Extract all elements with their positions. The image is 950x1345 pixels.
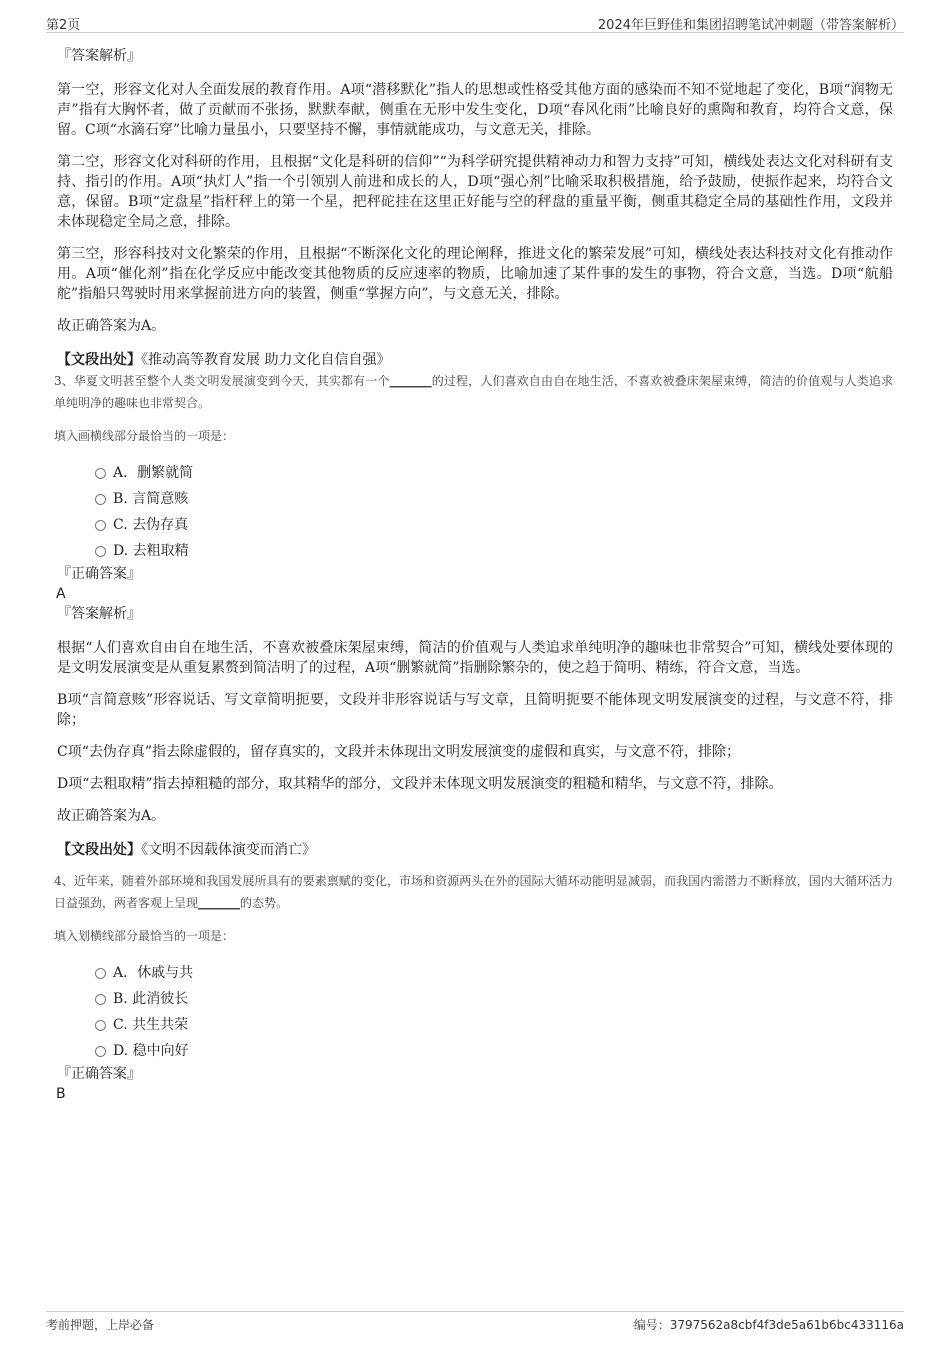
radio-button-icon[interactable] xyxy=(95,994,106,1005)
q3-source-title: 《文明不因载体演变而消亡》 xyxy=(141,842,316,858)
q3-analysis-para-3: C项“去伪存真”指去除虚假的，留存真实的，文段并未体现出文明发展演变的虚假和真实，与文意不符，排除； xyxy=(57,744,741,760)
q3-prompt: 填入画横线部分最恰当的一项是： xyxy=(54,429,235,443)
q3-analysis-label: 『答案解析』 xyxy=(57,606,141,622)
radio-button-icon[interactable] xyxy=(95,494,106,505)
q4-correct-label: 『正确答案』 xyxy=(57,1066,141,1082)
page-footer xyxy=(46,1311,904,1334)
q3-option-a[interactable]: A．删繁就简 xyxy=(57,460,893,486)
radio-button-icon[interactable] xyxy=(95,968,106,979)
q2-source xyxy=(57,350,893,370)
q4-option-c[interactable]: C. 共生共荣 xyxy=(57,1012,893,1038)
q3-analysis-para-4: D项“去粗取精”指去掉粗糙的部分，取其精华的部分，文段并未体现文明发展演变的粗糙和精华，与文意不符，排除。 xyxy=(57,776,783,792)
footer-slogan: 考前押题，上岸必备 xyxy=(46,1318,155,1332)
q3-source xyxy=(57,840,893,860)
footer-code-value: 3797562a8cbf4f3de5a61b6bc433116a xyxy=(669,1318,904,1332)
q3-option-d[interactable]: D. 去粗取精 xyxy=(57,538,893,564)
radio-button-icon[interactable] xyxy=(95,520,106,531)
radio-button-icon[interactable] xyxy=(95,1020,106,1031)
q4-option-a[interactable]: A．休戚与共 xyxy=(57,960,893,986)
q3-option-b[interactable]: B. 言简意赅 xyxy=(57,486,893,512)
q3-option-c[interactable]: C. 去伪存真 xyxy=(57,512,893,538)
q3-correct-answer: A xyxy=(56,586,66,602)
page-content xyxy=(54,46,893,1104)
q3-source-tag: 【文段出处】 xyxy=(57,842,141,858)
q3-analysis-para-2: B项“言简意赅”形容说话、写文章简明扼要，文段并非形容说话与写文章，且简明扼要不能体现文明发展演变的过程，与文意不符，排除； xyxy=(57,692,893,728)
radio-button-icon[interactable] xyxy=(95,1046,106,1057)
q3-analysis-para-1: 根据“人们喜欢自由自在地生活，不喜欢被叠床架屋束缚，简洁的价值观与人类追求单纯明净的趣味也非常契合”可知，横线处要体现的是文明发展演变是从重复累赘到简洁明了的过程，A项“删繁就简”指删除繁杂的，使之趋于简明、精练，符合文意，当选。 xyxy=(57,640,893,676)
q3-options xyxy=(57,460,893,564)
q4-option-d[interactable]: D. 稳中向好 xyxy=(57,1038,893,1064)
q2-analysis-label: 『答案解析』 xyxy=(57,48,141,64)
q2-analysis-para-2: 第二空，形容文化对科研的作用，且根据“文化是科研的信仰”“为科学研究提供精神动力和智力支持”可知，横线处表达文化对科研有支持、指引的作用。A项“执灯人”指一个引领别人前进和成长的人，D项“强心剂”比喻采取积极措施，给予鼓励，使振作起来，均符合文意，保留。B项“定盘星”指杆秤上的第一个星，把秤砣挂在这里正好能与空的秤盘的重量平衡，侧重其稳定全局的基础性作用，文段并未体现稳定全局之意，排除。 xyxy=(57,154,893,230)
q4-prompt: 填入划横线部分最恰当的一项是： xyxy=(54,929,235,943)
q4-stem: 4、近年来，随着外部环境和我国发展所具有的要素禀赋的变化，市场和资源两头在外的国际大循环动能明显减弱，而我国内需潜力不断释放，国内大循环活力日益强劲，两者客观上呈现_______的态势。 xyxy=(54,874,893,910)
q3-stem: 3、华夏文明甚至整个人类文明发展演变到今天，其实都有一个_______的过程，人们喜欢自由自在地生活，不喜欢被叠床架屋束缚，简洁的价值观与人类追求单纯明净的趣味也非常契合。 xyxy=(54,374,893,410)
page-header xyxy=(46,12,904,33)
radio-button-icon[interactable] xyxy=(95,468,106,479)
q2-source-title: 《推动高等教育发展 助力文化自信自强》 xyxy=(141,352,391,368)
q2-conclusion: 故正确答案为A。 xyxy=(57,318,166,334)
q3-correct-label: 『正确答案』 xyxy=(57,566,141,582)
document-title: 2024年巨野佳和集团招聘笔试冲刺题（带答案解析） xyxy=(597,18,904,33)
q3-blank: _______ xyxy=(389,374,432,388)
footer-code xyxy=(634,1316,904,1333)
q4-options xyxy=(57,960,893,1064)
q4-blank: _______ xyxy=(198,896,241,910)
q4-option-b[interactable]: B. 此消彼长 xyxy=(57,986,893,1012)
q3-conclusion: 故正确答案为A。 xyxy=(57,808,166,824)
q2-source-tag: 【文段出处】 xyxy=(57,352,141,368)
page-number: 第2页 xyxy=(46,18,81,33)
q4-correct-answer: B xyxy=(56,1086,66,1102)
footer-code-label: 编号： xyxy=(633,1318,670,1332)
q2-analysis-para-3: 第三空，形容科技对文化繁荣的作用，且根据“不断深化文化的理论阐释，推进文化的繁荣发展”可知，横线处表达科技对文化有推动作用。A项“催化剂”指在化学反应中能改变其他物质的反应速率的物质，比喻加速了某件事的发生的事物，符合文意，当选。D项“航船舵”指船只驾驶时用来掌握前进方向的装置，侧重“掌握方向”，与文意无关，排除。 xyxy=(57,246,893,302)
q2-analysis-para-1: 第一空，形容文化对人全面发展的教育作用。A项“潜移默化”指人的思想或性格受其他方面的感染而不知不觉地起了变化，B项“润物无声”指有大胸怀者，做了贡献而不张扬，默默奉献，侧重在无形中发生变化，D项“春风化雨”比喻良好的熏陶和教育，均符合文意，保留。C项“水滴石穿”比喻力量虽小，只要坚持不懈，事情就能成功，与文意无关，排除。 xyxy=(57,82,893,138)
radio-button-icon[interactable] xyxy=(95,546,106,557)
